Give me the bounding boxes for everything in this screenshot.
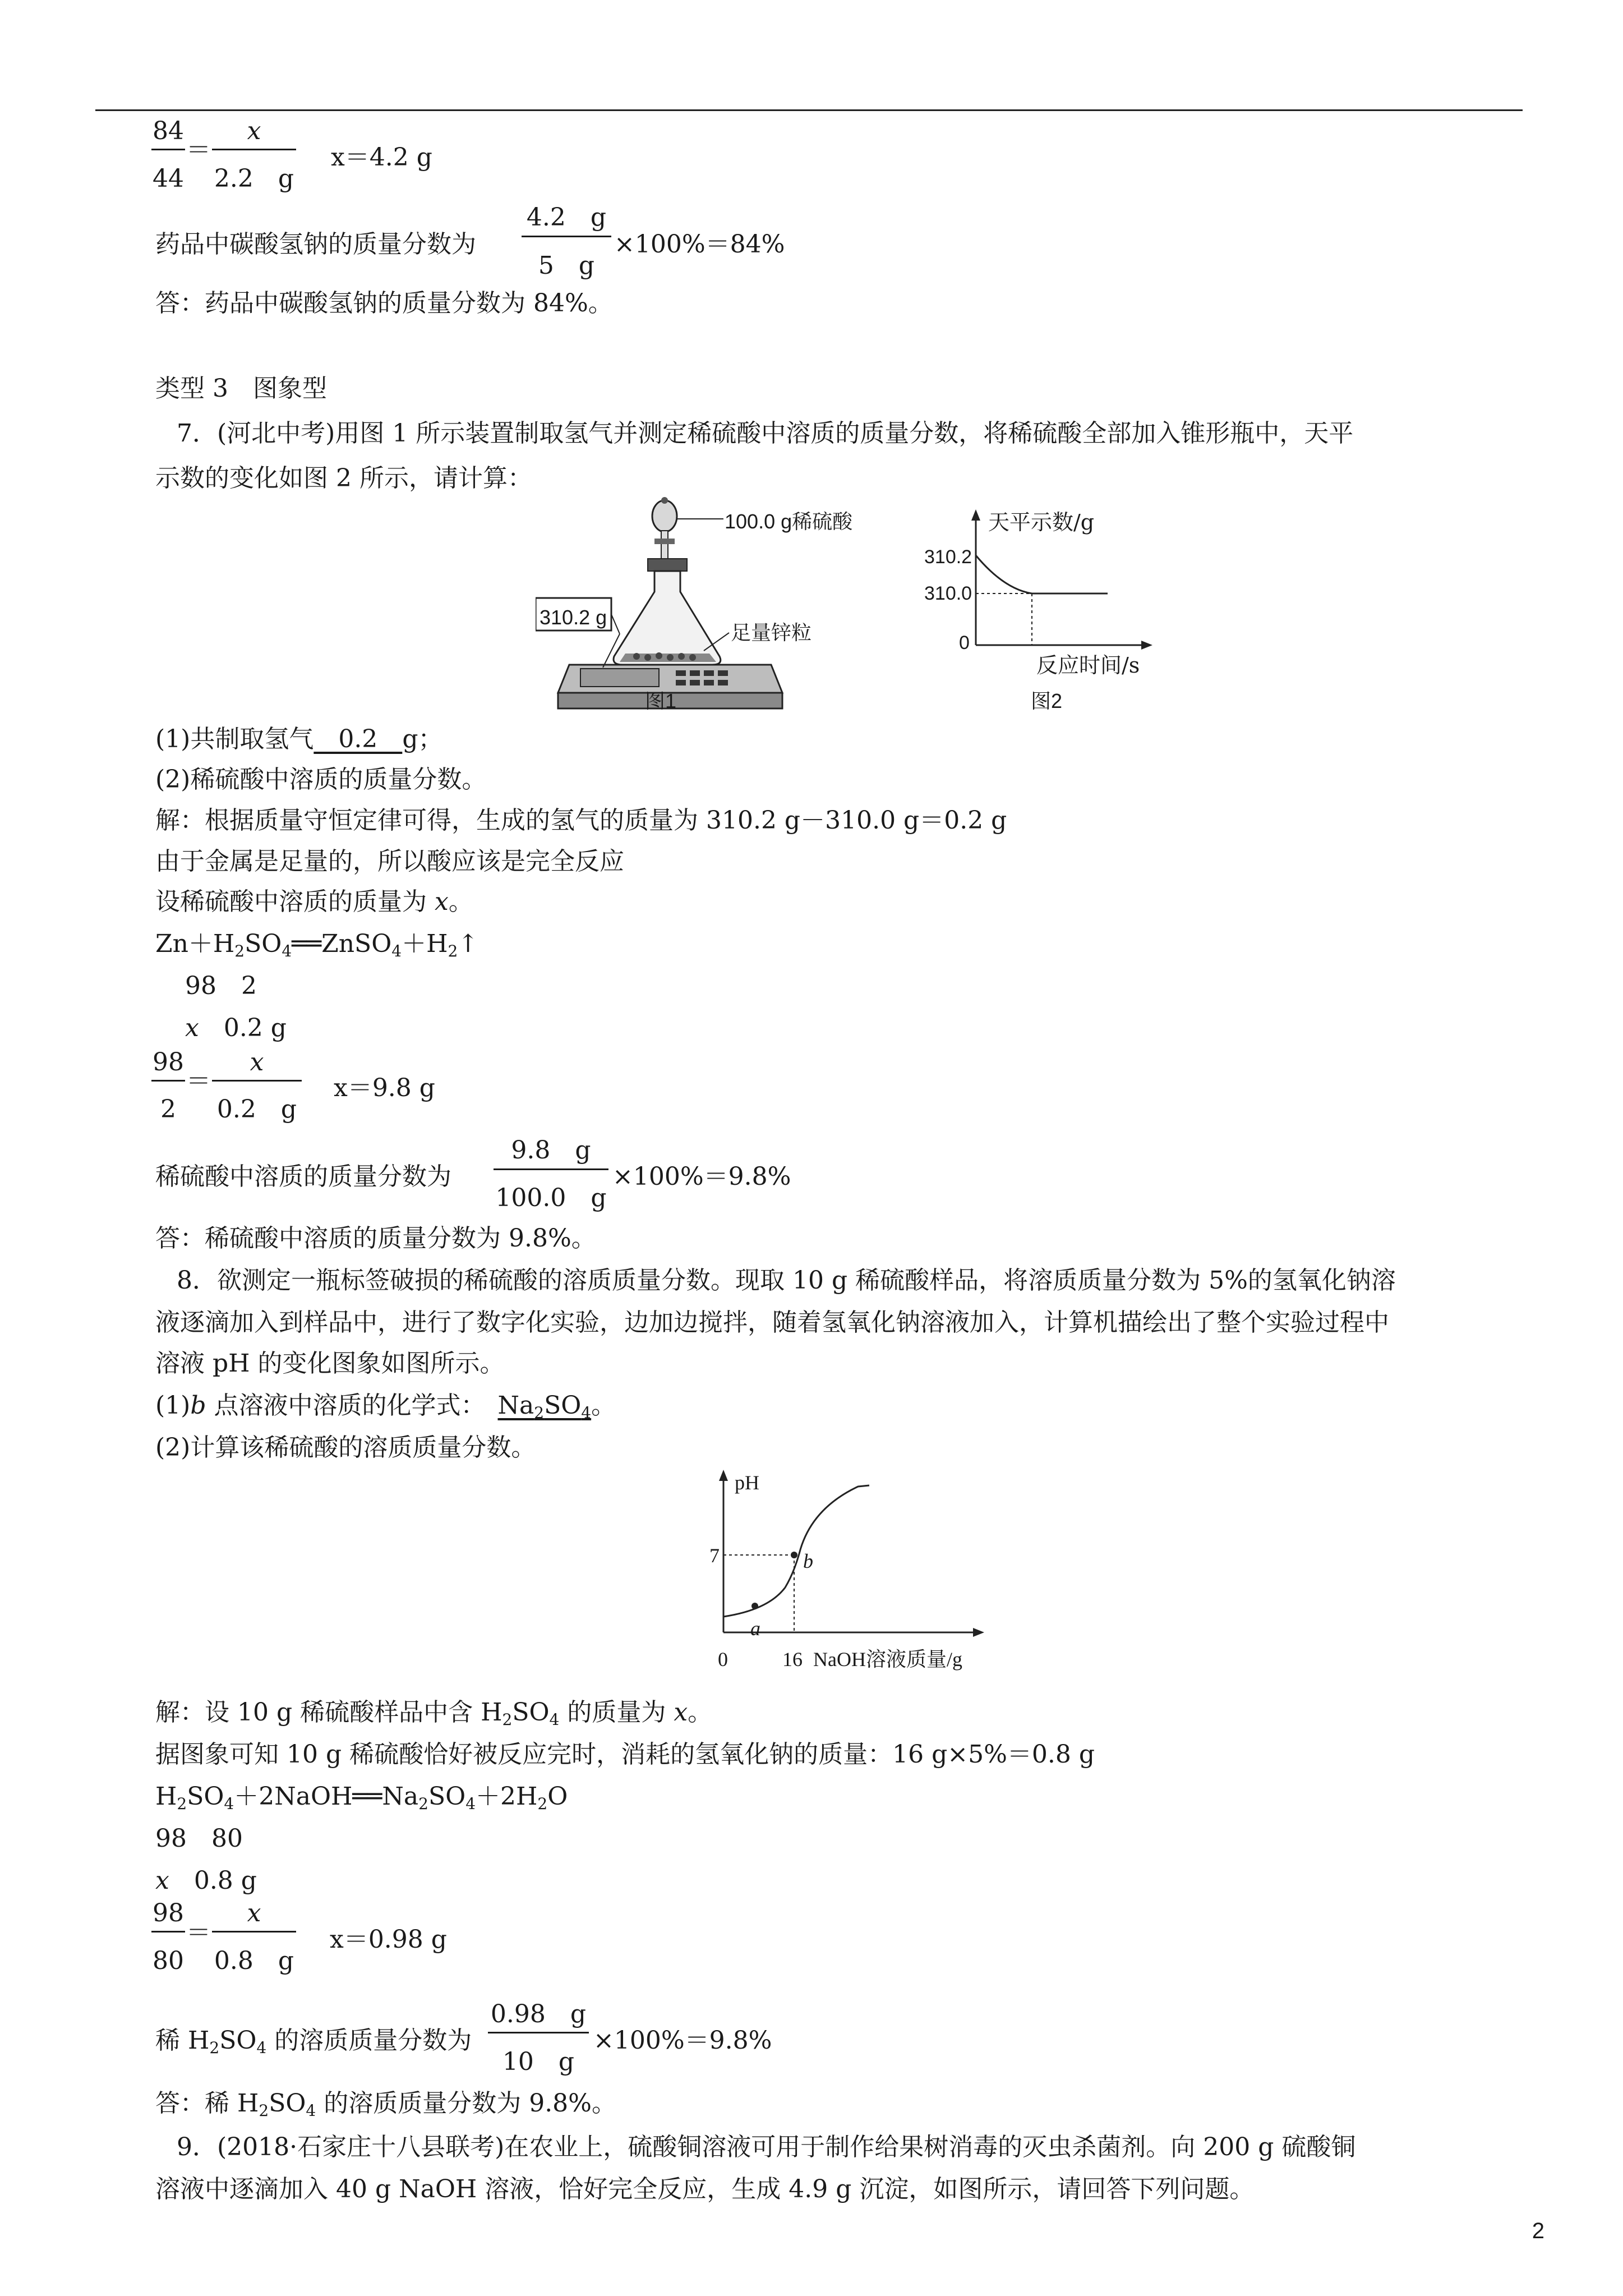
frac-numerator: x bbox=[247, 117, 261, 145]
frac-numerator: 0.98 g bbox=[490, 2000, 587, 2028]
fraction-bar bbox=[488, 2032, 589, 2033]
pct-text: 的溶质质量分数为 bbox=[266, 2026, 472, 2055]
fig1-acid-label: 100.0 g稀硫酸 bbox=[725, 510, 853, 533]
q8-chemical-equation bbox=[155, 1781, 568, 1820]
percent-result: ×100%＝84% bbox=[614, 230, 785, 259]
fraction-bar bbox=[151, 1080, 185, 1082]
fraction-bar bbox=[212, 149, 296, 150]
frac-numerator: 98 bbox=[153, 1899, 184, 1927]
fig1-zinc-label: 足量锌粒 bbox=[731, 621, 812, 644]
ph-origin: 0 bbox=[718, 1648, 728, 1671]
q8-solution-line2: 据图象可知 10 g 稀硫酸恰好被反应完时，消耗的氢氧化钠的质量：16 g×5%＝0.8 g bbox=[155, 1740, 1095, 1769]
percent-result: ×100%＝9.8% bbox=[612, 1162, 791, 1191]
ph-tick-16: 16 bbox=[782, 1648, 803, 1671]
result-text: x＝9.8 g bbox=[334, 1074, 435, 1102]
q8-part1 bbox=[155, 1390, 616, 1429]
q7-part1-answer: 0.2 bbox=[313, 725, 403, 753]
result-text: x＝0.98 g bbox=[330, 1925, 447, 1954]
fig2-origin: 0 bbox=[959, 632, 970, 654]
q8-stem-line3: 溶液 pH 的变化图象如图所示。 bbox=[155, 1349, 505, 1378]
period: 。 bbox=[448, 887, 473, 916]
subscript: 4 bbox=[465, 1795, 476, 1813]
period: 。 bbox=[688, 1698, 713, 1727]
eq-part: ＋2H bbox=[476, 1782, 538, 1811]
subscript: 4 bbox=[224, 1795, 234, 1813]
q8-part1-text: 点溶液中溶质的化学式： bbox=[206, 1391, 473, 1420]
fraction-bar bbox=[212, 1080, 302, 1082]
q7-solution-line1: 解：根据质量守恒定律可得，生成的氢气的质量为 310.2 g－310.0 g＝0.2 g bbox=[155, 806, 1007, 835]
subscript: 2 bbox=[209, 2039, 220, 2057]
subscript: 2 bbox=[259, 2101, 269, 2120]
subscript: 2 bbox=[418, 1795, 428, 1813]
eq-part: SO bbox=[187, 1782, 224, 1811]
fraction-bar bbox=[494, 1168, 608, 1170]
frac-numerator: 98 bbox=[153, 1048, 184, 1076]
frac-denominator: 0.2 g bbox=[216, 1095, 297, 1124]
q7-stem-line2: 示数的变化如图 2 所示，请计算： bbox=[155, 464, 532, 493]
variable-x: x bbox=[155, 1866, 169, 1895]
formula-part: SO bbox=[544, 1391, 582, 1420]
subscript: 4 bbox=[306, 2101, 316, 2120]
frac-denominator: 2.2 g bbox=[214, 164, 294, 193]
q7-solution-text: 设稀硫酸中溶质的质量为 bbox=[155, 887, 435, 916]
frac-denominator: 2 bbox=[160, 1095, 176, 1124]
pct-text: SO bbox=[219, 2026, 257, 2055]
q7-part1-unit: g； bbox=[402, 725, 443, 753]
fraction-bar bbox=[212, 1931, 296, 1932]
q8-part1-answer bbox=[498, 1391, 592, 1420]
variable-x: x bbox=[435, 887, 449, 916]
q8-answer-line bbox=[155, 2088, 616, 2127]
subscript: 2 bbox=[177, 1795, 187, 1813]
frac-denominator: 10 g bbox=[502, 2047, 575, 2076]
point-a-label: a bbox=[750, 1617, 760, 1640]
subscript: 4 bbox=[581, 1404, 592, 1422]
q7-ratio-value: 0.2 g bbox=[223, 1014, 287, 1042]
frac-denominator: 100.0 g bbox=[495, 1184, 607, 1212]
q8-part1-number: (1) bbox=[155, 1391, 191, 1420]
ans-text: 答：稀 H bbox=[155, 2089, 259, 2118]
subscript: 2 bbox=[534, 1404, 545, 1422]
frac-denominator: 0.8 g bbox=[214, 1947, 294, 1975]
equals-sign: ＝ bbox=[186, 1918, 211, 1947]
fraction-bar bbox=[151, 1931, 185, 1932]
percent-result: ×100%＝9.8% bbox=[593, 2026, 772, 2055]
point-b: b bbox=[190, 1391, 206, 1420]
frac-numerator: 4.2 g bbox=[526, 203, 607, 232]
fraction-bar bbox=[151, 149, 185, 150]
q7-ratio-line2 bbox=[185, 1013, 287, 1044]
eq-subscript: 4 bbox=[282, 942, 292, 960]
fig1-caption: 图1 bbox=[645, 689, 677, 712]
q8-part2: (2)计算该稀硫酸的溶质质量分数。 bbox=[155, 1433, 536, 1462]
ph-x-axis-label: NaOH溶液质量/g bbox=[813, 1648, 962, 1671]
percent-label: 药品中碳酸氢钠的质量分数为 bbox=[155, 230, 476, 259]
q7-chemical-equation bbox=[155, 928, 478, 967]
subscript: 4 bbox=[256, 2039, 267, 2057]
subscript: 2 bbox=[502, 1710, 513, 1729]
frac-numerator: x bbox=[247, 1899, 261, 1927]
q7-part1-text: (1)共制取氢气 bbox=[155, 725, 314, 753]
q7-solution-line3 bbox=[155, 886, 473, 918]
subscript: 4 bbox=[549, 1710, 560, 1729]
sol-text: SO bbox=[512, 1698, 550, 1727]
section-title: 类型 3 图象型 bbox=[155, 374, 327, 403]
fig2-x-axis-label: 反应时间/s bbox=[1036, 653, 1140, 678]
frac-denominator: 44 bbox=[153, 164, 184, 193]
period: 。 bbox=[591, 1391, 616, 1420]
eq-part: SO bbox=[428, 1782, 466, 1811]
eq-part: ＋H bbox=[402, 930, 448, 958]
q7-part1 bbox=[155, 724, 442, 755]
eq-part: ══ZnSO bbox=[292, 930, 392, 958]
answer-line: 答：稀硫酸中溶质的质量分数为 9.8%。 bbox=[155, 1224, 596, 1253]
point-b-label: b bbox=[803, 1550, 813, 1572]
q8-ratio-value: 0.8 g bbox=[193, 1866, 257, 1895]
formula-part: Na bbox=[497, 1391, 534, 1420]
percent-label: 稀硫酸中溶质的质量分数为 bbox=[155, 1162, 451, 1191]
sol-text: 的质量为 bbox=[559, 1698, 674, 1727]
q8-percent-label bbox=[155, 2025, 472, 2064]
q7-part2: (2)稀硫酸中溶质的质量分数。 bbox=[155, 765, 487, 794]
gas-arrow: ↑ bbox=[458, 930, 479, 958]
page-number: 2 bbox=[1532, 2219, 1544, 2243]
equals-sign: ＝ bbox=[186, 136, 211, 164]
q7-ratio-line1: 98 2 bbox=[185, 972, 257, 1000]
variable-x: x bbox=[674, 1698, 688, 1727]
fig2-tick-310-0: 310.0 bbox=[924, 583, 972, 604]
q8-ratio-line1: 98 80 bbox=[155, 1824, 243, 1853]
q8-stem-line2: 液逐滴加入到样品中，进行了数字化实验，边加边搅拌，随着氢氧化钠溶液加入，计算机描绘出了整个实验过程中 bbox=[155, 1308, 1389, 1337]
fig1-scale-reading: 310.2 g bbox=[540, 606, 607, 629]
frac-denominator: 5 g bbox=[538, 251, 595, 280]
q7-stem-line1: 7．(河北中考)用图 1 所示装置制取氢气并测定稀硫酸中溶质的质量分数，将稀硫酸全部加入锥形瓶中，天平 bbox=[177, 419, 1354, 448]
eq-subscript: 2 bbox=[234, 942, 245, 960]
variable-x: x bbox=[185, 1014, 199, 1042]
q9-stem-line1: 9．(2018·石家庄十八县联考)在农业上，硫酸铜溶液可用于制作给果树消毒的灭虫杀菌剂。向 200 g 硫酸铜 bbox=[177, 2133, 1356, 2161]
result-text: x＝4.2 g bbox=[331, 143, 432, 172]
equals-sign: ＝ bbox=[186, 1067, 211, 1096]
eq-part: O bbox=[547, 1782, 568, 1811]
q8-stem-line1: 8．欲测定一瓶标签破损的稀硫酸的溶质质量分数。现取 10 g 稀硫酸样品，将溶质质量分数为 5%的氢氧化钠溶 bbox=[177, 1266, 1396, 1295]
ph-axis-label: pH bbox=[735, 1471, 759, 1494]
header-rule bbox=[95, 109, 1523, 111]
eq-part: Zn＋H bbox=[155, 930, 235, 958]
frac-denominator: 80 bbox=[153, 1947, 184, 1975]
eq-subscript: 2 bbox=[448, 942, 458, 960]
eq-part: ＋2NaOH══Na bbox=[234, 1782, 419, 1811]
ans-text: SO bbox=[269, 2089, 306, 2118]
sol-text: 解：设 10 g 稀硫酸样品中含 H bbox=[155, 1698, 502, 1727]
answer-line: 答：药品中碳酸氢钠的质量分数为 84%。 bbox=[155, 289, 613, 318]
q8-solution-line1 bbox=[155, 1697, 712, 1736]
frac-numerator: x bbox=[250, 1048, 264, 1076]
eq-part: SO bbox=[245, 930, 282, 958]
fraction-bar bbox=[522, 236, 611, 237]
frac-numerator: 9.8 g bbox=[511, 1136, 591, 1165]
q7-solution-line2: 由于金属是足量的，所以酸应该是完全反应 bbox=[155, 847, 624, 876]
ans-text: 的溶质质量分数为 9.8%。 bbox=[316, 2089, 616, 2118]
ph-tick-7: 7 bbox=[709, 1544, 720, 1567]
subscript: 2 bbox=[537, 1795, 548, 1813]
eq-part: H bbox=[155, 1782, 177, 1811]
pct-text: 稀 H bbox=[155, 2026, 210, 2055]
eq-subscript: 4 bbox=[391, 942, 402, 960]
q9-stem-line2: 溶液中逐滴加入 40 g NaOH 溶液，恰好完全反应，生成 4.9 g 沉淀，如图所示，请回答下列问题。 bbox=[155, 2175, 1255, 2203]
fig2-y-axis-label: 天平示数/g bbox=[988, 510, 1095, 535]
fig2-tick-310-2: 310.2 bbox=[924, 546, 972, 568]
q8-ratio-line2 bbox=[155, 1865, 257, 1897]
frac-numerator: 84 bbox=[153, 117, 184, 145]
fig2-caption: 图2 bbox=[1031, 689, 1063, 712]
